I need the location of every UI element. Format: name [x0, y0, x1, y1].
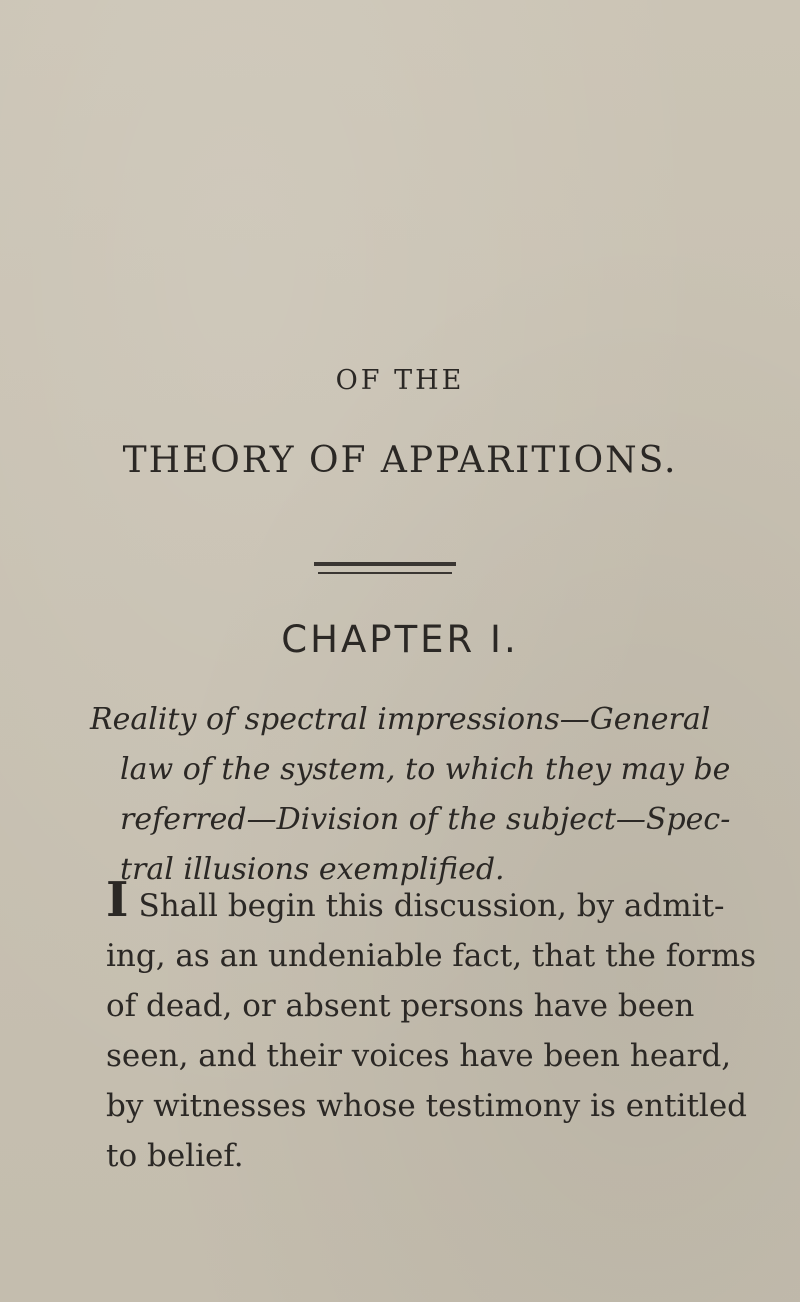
heading-of-the: OF THE [335, 365, 465, 396]
section-title: THEORY OF APPARITIONS. [122, 440, 678, 481]
chapter-heading: CHAPTER I. [281, 618, 519, 661]
body-line-text: Shall begin this discussion, by admit- [138, 888, 725, 924]
summary-line: referred—Division of the subject—Spec- [120, 802, 731, 837]
body-line: ing, as an undeniable fact, that the forms [106, 938, 757, 974]
ornamental-rule-thin [318, 572, 452, 574]
chapter-summary [90, 695, 730, 895]
body-paragraph [106, 872, 757, 1181]
summary-line: law of the system, to which they may be [120, 752, 731, 787]
body-line: by witnesses whose testimony is entitled [106, 1088, 748, 1124]
body-line-first [106, 872, 726, 931]
body-line: seen, and their voices have been heard, [106, 1038, 732, 1074]
summary-line: Reality of spectral impressions—General [90, 702, 711, 737]
body-line: of dead, or absent persons have been [106, 988, 695, 1024]
summary-line: tral illusions exemplified. [120, 852, 505, 887]
body-line: to belief. [106, 1138, 244, 1174]
ornamental-rule-thick [314, 562, 456, 566]
drop-cap: I [106, 872, 129, 928]
